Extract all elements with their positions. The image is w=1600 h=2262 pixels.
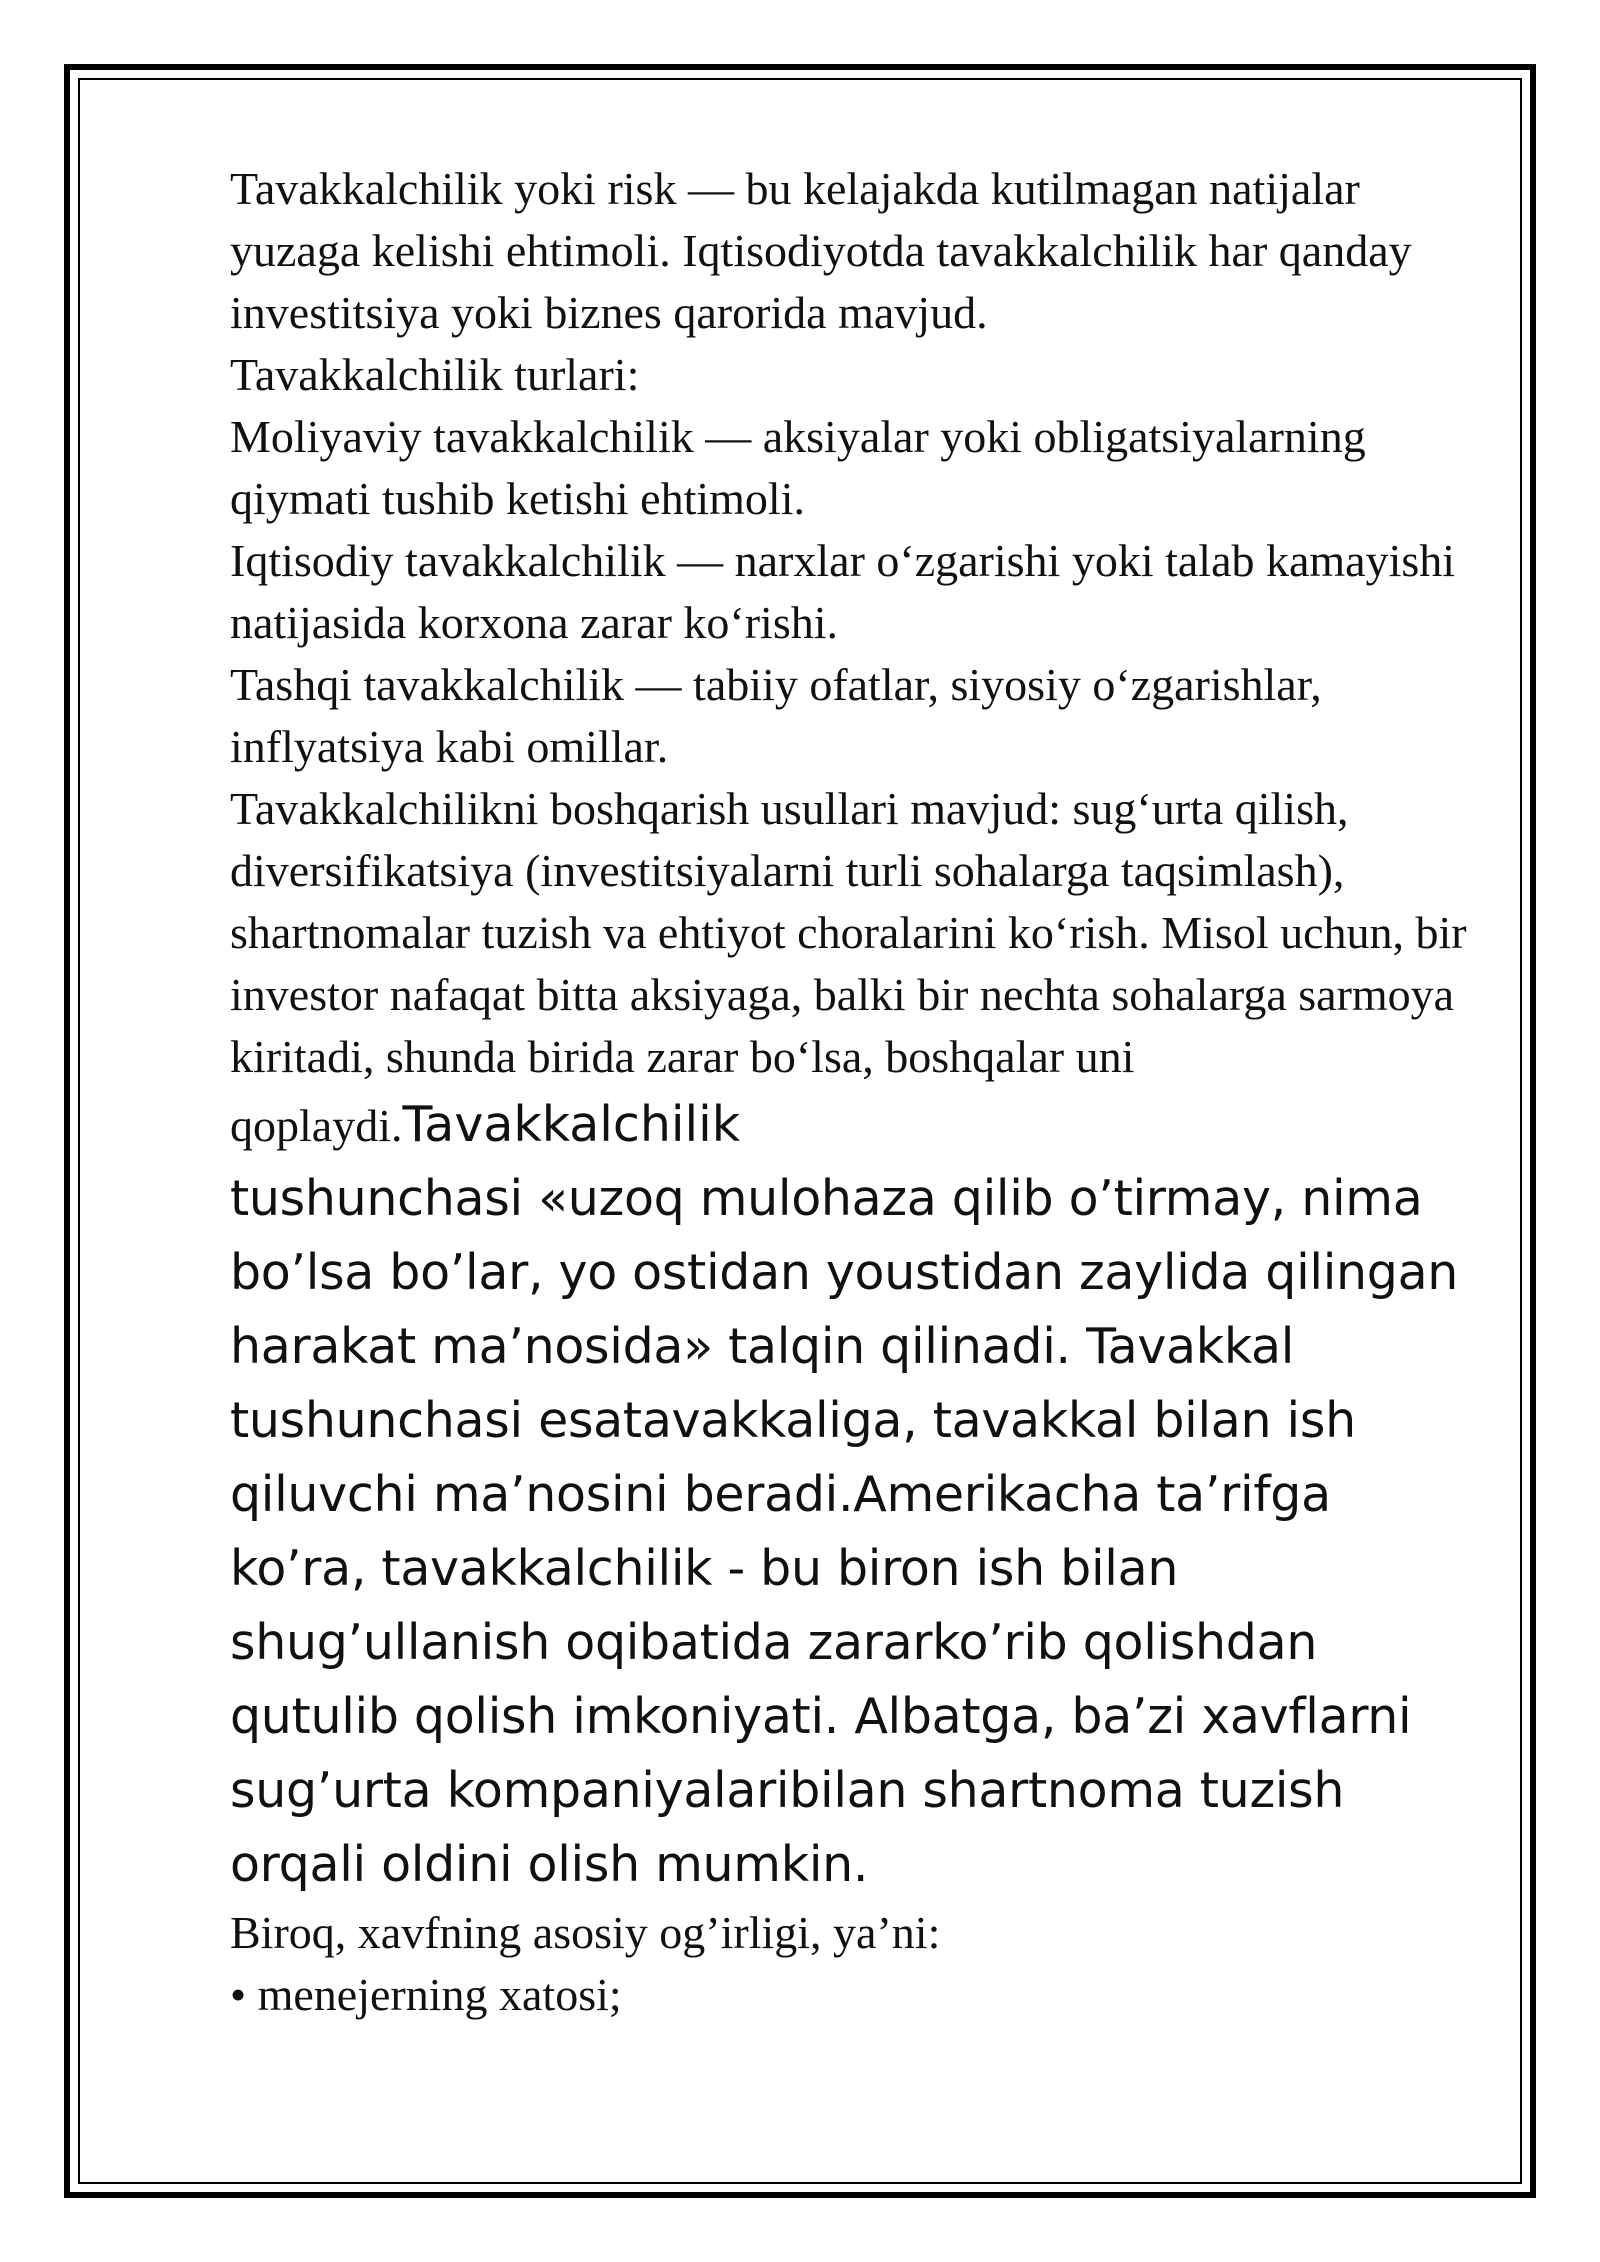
type-external: Tashqi tavakkalchilik — tabiiy ofatlar, siyosiy oʻzgarishlar, inflyatsiya kabi omillar. <box>230 659 1322 772</box>
document-body <box>230 158 1480 2026</box>
concept-inline-word: Tavakkalchilik <box>402 1096 741 1153</box>
intro-paragraph: Tavakkalchilik yoki risk — bu kelajakda kutilmagan natijalar yuzaga kelishi ehtimoli. Iqtisodiyotda tavakkalchilik har qanday investitsiya yoki biznes qarorida mavjud. <box>230 163 1412 338</box>
types-heading: Tavakkalchilik turlari: <box>230 349 640 400</box>
concept-paragraph: tushunchasi «uzoq mulohaza qilib o’tirmay, nima bo’lsa bo’lar, yo ostidan youstidan zaylida qilingan harakat ma’nosida» talqin qilinadi. Tavakkal tushunchasi esatavakkaliga, tavakkal bilan ish qiluvchi ma’nosini beradi.Amerikacha ta’rifga ko’ra, tavakkalchilik - bu biron ish bilan shug’ullanish oqibatida zararko’rib qolishdan qutulib qolish imkoniyati. Albatga, ba’zi xavflarni sug’urta kompaniyalaribilan shartnoma tuzish orqali oldini olish mumkin. <box>230 1170 1459 1893</box>
type-economic: Iqtisodiy tavakkalchilik — narxlar oʻzgarishi yoki talab kamayishi natijasida korxona zarar koʻrishi. <box>230 535 1456 648</box>
management-paragraph <box>230 778 1480 1162</box>
management-text: Tavakkalchilikni boshqarish usullari mavjud: sugʻurta qilish, diversifikatsiya (investitsiyalarni turli sohalarga taqsimlash), shartnomalar tuzish va ehtiyot choralarini koʻrish. Misol uchun, bir investor nafaqat bitta aksiyaga, balki bir nechta sohalarga sarmoya kiritadi, shunda birida zarar boʻlsa, boshqalar uni qoplaydi. <box>230 783 1467 1151</box>
type-financial: Moliyaviy tavakkalchilik — aksiyalar yoki obligatsiyalarning qiymati tushib ketishi ehtimoli. <box>230 411 1366 524</box>
bullet-item: • menejerning xatosi; <box>230 1969 622 2020</box>
however-line: Biroq, xavfning asosiy og’irligi, ya’ni: <box>230 1907 941 1958</box>
